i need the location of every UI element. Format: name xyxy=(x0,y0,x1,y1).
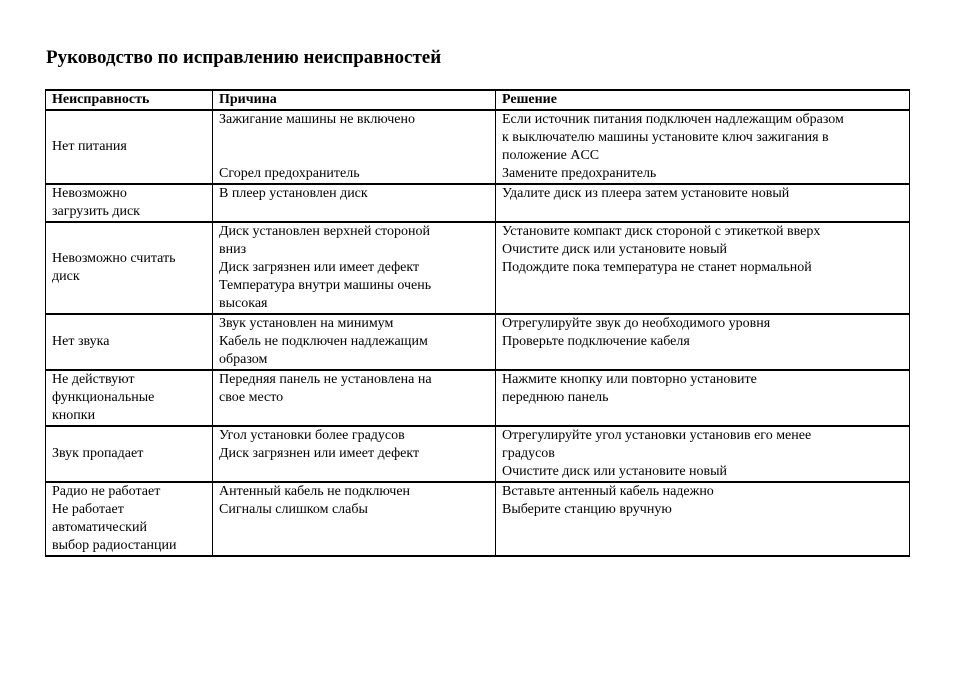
header-problem: Неисправность xyxy=(46,90,213,110)
cause-line: вниз xyxy=(219,242,247,257)
solution-line: Замените предохранитель xyxy=(502,166,657,181)
document-title: Руководство по исправлению неисправностей xyxy=(46,47,442,68)
cause-line: Диск загрязнен или имеет дефект xyxy=(219,260,420,275)
table-row xyxy=(46,222,910,314)
solution-cell xyxy=(496,370,910,426)
problem-line: Нет звука xyxy=(52,334,110,349)
cause-line: Кабель не подключен надлежащим xyxy=(219,334,428,349)
table-row xyxy=(46,370,910,426)
cause-cell xyxy=(213,184,496,222)
solution-line: положение ACC xyxy=(502,148,600,163)
solution-line: Нажмите кнопку или повторно установите xyxy=(502,372,757,387)
solution-line: Вставьте антенный кабель надежно xyxy=(502,484,714,499)
cause-line: свое место xyxy=(219,390,284,405)
cause-line: Диск установлен верхней стороной xyxy=(219,224,430,239)
solution-line: Очистите диск или установите новый xyxy=(502,242,728,257)
cause-line: образом xyxy=(219,352,268,367)
solution-line: Отрегулируйте звук до необходимого уровня xyxy=(502,316,771,331)
solution-line: Удалите диск из плеера затем установите новый xyxy=(502,186,790,201)
solution-line: Если источник питания подключен надлежащим образом xyxy=(502,112,844,127)
solution-cell xyxy=(496,426,910,482)
solution-cell xyxy=(496,314,910,370)
problem-line: Не действуют xyxy=(52,372,135,387)
problem-line: Радио не работает xyxy=(52,484,161,499)
problem-line: загрузить диск xyxy=(52,204,140,219)
table-row xyxy=(46,426,910,482)
solution-line: Отрегулируйте угол установки установив его менее xyxy=(502,428,812,443)
solution-line: Проверьте подключение кабеля xyxy=(502,334,690,349)
solution-line: переднюю панель xyxy=(502,390,609,405)
problem-line: диск xyxy=(52,269,80,284)
problem-cell xyxy=(46,314,213,370)
cause-line: В плеер установлен диск xyxy=(219,186,368,201)
cause-cell xyxy=(213,370,496,426)
problem-line: Нет питания xyxy=(52,139,127,154)
table-row xyxy=(46,110,910,184)
solution-line: Подождите пока температура не станет нормальной xyxy=(502,260,812,275)
cause-line: Передняя панель не установлена на xyxy=(219,372,432,387)
solution-line: градусов xyxy=(502,446,555,461)
solution-line: Установите компакт диск стороной с этикеткой вверх xyxy=(502,224,821,239)
cell-spacer xyxy=(219,129,489,165)
cause-line: высокая xyxy=(219,296,268,311)
cause-line: Звук установлен на минимум xyxy=(219,316,394,331)
cause-cell xyxy=(213,110,496,184)
cause-line: Сигналы слишком слабы xyxy=(219,502,368,517)
table-row xyxy=(46,482,910,556)
cause-line: Диск загрязнен или имеет дефект xyxy=(219,446,420,461)
problem-line: функциональные xyxy=(52,390,155,405)
problem-line: Невозможно считать xyxy=(52,251,176,266)
cause-line: Зажигание машины не включено xyxy=(219,112,415,127)
cause-line: Угол установки более градусов xyxy=(219,428,405,443)
solution-cell xyxy=(496,184,910,222)
problem-line: автоматический xyxy=(52,520,147,535)
cause-cell xyxy=(213,222,496,314)
problem-line: Не работает xyxy=(52,502,124,517)
solution-cell xyxy=(496,110,910,184)
problem-cell xyxy=(46,110,213,184)
solution-cell xyxy=(496,222,910,314)
problem-cell xyxy=(46,370,213,426)
solution-line: Выберите станцию вручную xyxy=(502,502,672,517)
solution-line: к выключателю машины установите ключ зажигания в xyxy=(502,130,829,145)
cause-cell xyxy=(213,314,496,370)
table-header-row xyxy=(46,90,910,110)
problem-cell xyxy=(46,426,213,482)
problem-cell xyxy=(46,482,213,556)
table-row xyxy=(46,184,910,222)
header-cause: Причина xyxy=(213,90,496,110)
table-row xyxy=(46,314,910,370)
problem-cell xyxy=(46,222,213,314)
problem-line: Невозможно xyxy=(52,186,127,201)
cause-cell xyxy=(213,482,496,556)
cause-cell xyxy=(213,426,496,482)
cause-line: Антенный кабель не подключен xyxy=(219,484,411,499)
problem-line: выбор радиостанции xyxy=(52,538,177,553)
troubleshooting-table xyxy=(45,89,910,557)
solution-line: Очистите диск или установите новый xyxy=(502,464,728,479)
solution-cell xyxy=(496,482,910,556)
header-solution: Решение xyxy=(496,90,910,110)
cause-line: Температура внутри машины очень xyxy=(219,278,432,293)
problem-line: Звук пропадает xyxy=(52,446,144,461)
cause-line: Сгорел предохранитель xyxy=(219,166,360,181)
problem-cell xyxy=(46,184,213,222)
problem-line: кнопки xyxy=(52,408,96,423)
